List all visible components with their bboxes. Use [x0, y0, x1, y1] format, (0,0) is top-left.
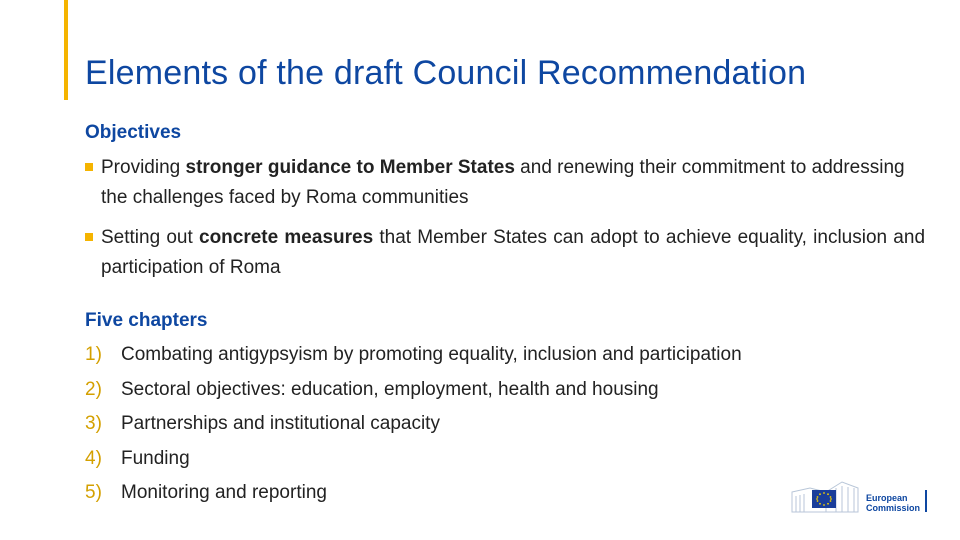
logo-text-line2: Commission	[866, 503, 921, 513]
square-bullet-icon	[85, 163, 93, 171]
list-item: 5) Monitoring and reporting	[85, 482, 327, 504]
objective-bullet-2: Setting out concrete measures that Member States can adopt to achieve equality, inclusion and participation of Roma	[85, 223, 925, 283]
page-title: Elements of the draft Council Recommendation	[85, 54, 807, 92]
list-item: 1) Combating antigypsyism by promoting equality, inclusion and participation	[85, 344, 742, 365]
chapters-heading: Five chapters	[85, 310, 208, 331]
logo-text-line1: European	[866, 493, 908, 503]
title-accent-bar	[64, 0, 68, 100]
list-item: 3) Partnerships and institutional capacity	[85, 413, 440, 435]
list-item: 4) Funding	[85, 447, 190, 469]
chapters-list	[85, 338, 742, 511]
objectives-heading: Objectives	[85, 122, 182, 143]
square-bullet-icon	[85, 233, 93, 241]
list-item: 2) Sectoral objectives: education, employment, health and housing	[85, 378, 659, 400]
objective-bullet-1: Providing stronger guidance to Member States and renewing their commitment to addressing the challenges faced by Roma communities	[85, 153, 925, 213]
